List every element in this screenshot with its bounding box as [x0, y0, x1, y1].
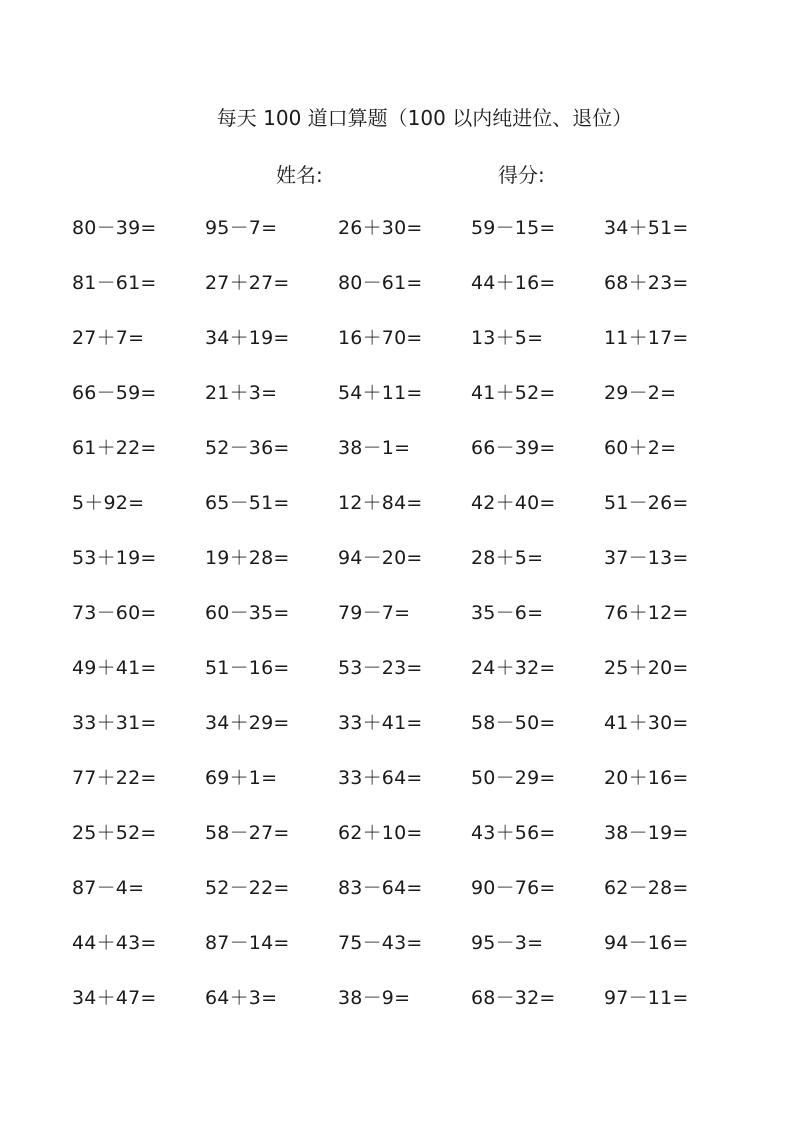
problem-item: 94－16=	[604, 932, 689, 954]
problem-item: 94－20=	[338, 547, 423, 569]
problem-item: 83－64=	[338, 877, 423, 899]
problem-grid	[72, 214, 752, 1039]
problem-item: 65－51=	[205, 492, 290, 514]
problem-item: 27＋7=	[72, 327, 145, 349]
problem-item: 13＋5=	[471, 327, 544, 349]
problem-item: 43＋56=	[471, 822, 556, 844]
page-title: 每天 100 道口算题（100 以内纯进位、退位）	[216, 106, 633, 130]
problem-item: 38－19=	[604, 822, 689, 844]
problem-item: 76＋12=	[604, 602, 689, 624]
problem-item: 59－15=	[471, 217, 556, 239]
problem-item: 51－26=	[604, 492, 689, 514]
problem-item: 75－43=	[338, 932, 423, 954]
problem-item: 20＋16=	[604, 767, 689, 789]
problem-item: 25＋20=	[604, 657, 689, 679]
problem-item: 54＋11=	[338, 382, 423, 404]
problem-item: 87－4=	[72, 877, 145, 899]
problem-item: 38－9=	[338, 987, 411, 1009]
problem-item: 12＋84=	[338, 492, 423, 514]
problem-item: 95－7=	[205, 217, 278, 239]
problem-item: 41＋52=	[471, 382, 556, 404]
problem-item: 26＋30=	[338, 217, 423, 239]
problem-item: 49＋41=	[72, 657, 157, 679]
problem-item: 51－16=	[205, 657, 290, 679]
problem-item: 41＋30=	[604, 712, 689, 734]
problem-item: 33＋64=	[338, 767, 423, 789]
problem-item: 68＋23=	[604, 272, 689, 294]
problem-item: 33＋41=	[338, 712, 423, 734]
problem-item: 44＋16=	[471, 272, 556, 294]
problem-item: 21＋3=	[205, 382, 278, 404]
problem-item: 58－27=	[205, 822, 290, 844]
problem-item: 42＋40=	[471, 492, 556, 514]
problem-item: 28＋5=	[471, 547, 544, 569]
problem-item: 58－50=	[471, 712, 556, 734]
problem-item: 44＋43=	[72, 932, 157, 954]
problem-item: 34＋29=	[205, 712, 290, 734]
problem-item: 53＋19=	[72, 547, 157, 569]
problem-item: 5＋92=	[72, 492, 145, 514]
problem-item: 24＋32=	[471, 657, 556, 679]
problem-item: 61＋22=	[72, 437, 157, 459]
problem-item: 81－61=	[72, 272, 157, 294]
problem-item: 77＋22=	[72, 767, 157, 789]
problem-item: 60＋2=	[604, 437, 677, 459]
problem-item: 73－60=	[72, 602, 157, 624]
problem-item: 50－29=	[471, 767, 556, 789]
problem-item: 64＋3=	[205, 987, 278, 1009]
score-label: 得分:	[498, 163, 545, 187]
problem-item: 69＋1=	[205, 767, 278, 789]
problem-item: 52－22=	[205, 877, 290, 899]
problem-item: 38－1=	[338, 437, 411, 459]
problem-item: 66－39=	[471, 437, 556, 459]
problem-item: 62－28=	[604, 877, 689, 899]
problem-item: 62＋10=	[338, 822, 423, 844]
problem-item: 80－61=	[338, 272, 423, 294]
problem-item: 53－23=	[338, 657, 423, 679]
problem-item: 34＋51=	[604, 217, 689, 239]
problem-item: 35－6=	[471, 602, 544, 624]
problem-item: 52－36=	[205, 437, 290, 459]
problem-item: 29－2=	[604, 382, 677, 404]
problem-item: 34＋19=	[205, 327, 290, 349]
problem-item: 25＋52=	[72, 822, 157, 844]
problem-item: 95－3=	[471, 932, 544, 954]
problem-item: 33＋31=	[72, 712, 157, 734]
problem-item: 80－39=	[72, 217, 157, 239]
name-label: 姓名:	[276, 163, 323, 187]
problem-item: 27＋27=	[205, 272, 290, 294]
problem-item: 68－32=	[471, 987, 556, 1009]
problem-item: 66－59=	[72, 382, 157, 404]
problem-item: 37－13=	[604, 547, 689, 569]
problem-item: 34＋47=	[72, 987, 157, 1009]
problem-item: 19＋28=	[205, 547, 290, 569]
problem-item: 16＋70=	[338, 327, 423, 349]
problem-item: 90－76=	[471, 877, 556, 899]
problem-item: 97－11=	[604, 987, 689, 1009]
problem-item: 79－7=	[338, 602, 411, 624]
problem-item: 60－35=	[205, 602, 290, 624]
problem-item: 87－14=	[205, 932, 290, 954]
problem-item: 11＋17=	[604, 327, 689, 349]
